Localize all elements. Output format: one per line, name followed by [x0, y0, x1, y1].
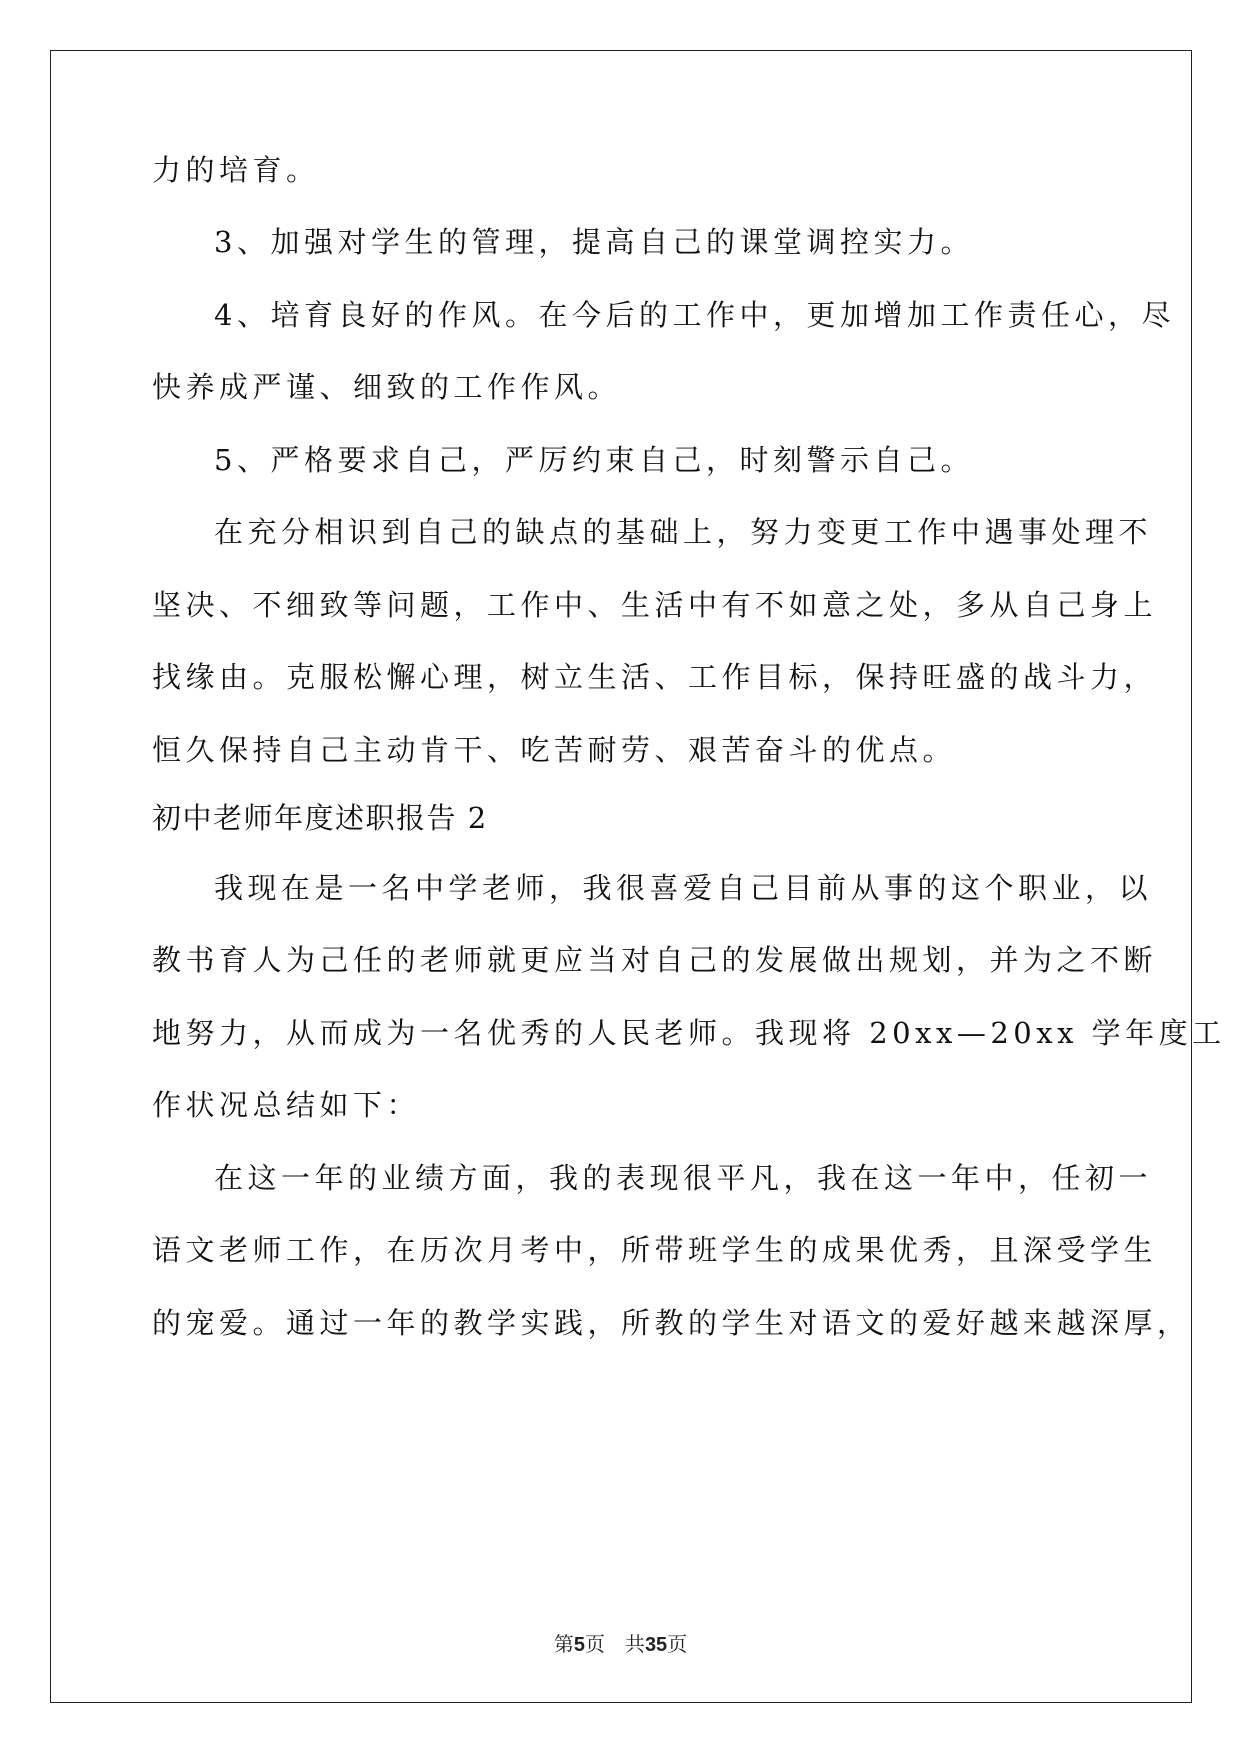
paragraph-line: 坚决、不细致等问题，工作中、生活中有不如意之处，多从自己身上	[152, 588, 1158, 622]
paragraph-line: 作状况总结如下：	[152, 1088, 421, 1122]
paragraph-line: 在这一年的业绩方面，我的表现很平凡，我在这一年中，任初一	[214, 1161, 1153, 1195]
total-page-number: 35	[644, 1634, 668, 1656]
list-item-5: 5、严格要求自己，严厉约束自己，时刻警示自己。	[214, 443, 974, 477]
paragraph-line: 的宠爱。通过一年的教学实践，所教的学生对语文的爱好越来越深厚，	[152, 1306, 1191, 1340]
paragraph-line: 教书育人为己任的老师就更应当对自己的发展做出规划，并为之不断	[152, 943, 1158, 977]
page-footer	[0, 1628, 1241, 1657]
current-page-number: 5	[573, 1634, 585, 1656]
footer-middle: 页 共	[584, 1632, 645, 1656]
text-line: 力的培育。	[152, 153, 320, 187]
footer-prefix: 第	[553, 1632, 574, 1656]
paragraph-line: 语文老师工作，在历次月考中，所带班学生的成果优秀，且深受学生	[152, 1233, 1158, 1267]
section-heading: 初中老师年度述职报告 2	[152, 801, 488, 835]
paragraph-line: 找缘由。克服松懈心理，树立生活、工作目标，保持旺盛的战斗力，	[152, 660, 1158, 694]
list-item-4: 4、培育良好的作风。在今后的工作中，更加增加工作责任心，尽	[214, 298, 1175, 332]
footer-suffix: 页	[667, 1632, 688, 1656]
paragraph-line: 恒久保持自己主动肯干、吃苦耐劳、艰苦奋斗的优点。	[152, 733, 957, 767]
text-line: 快养成严谨、细致的工作作风。	[152, 370, 622, 404]
paragraph-line: 我现在是一名中学老师，我很喜爱自己目前从事的这个职业，以	[214, 871, 1153, 905]
paragraph-line: 在充分相识到自己的缺点的基础上，努力变更工作中遇事处理不	[214, 515, 1153, 549]
paragraph-line: 地努力，从而成为一名优秀的人民老师。我现将 20xx—20xx 学年度工	[152, 1016, 1226, 1050]
list-item-3: 3、加强对学生的管理，提高自己的课堂调控实力。	[214, 225, 974, 259]
